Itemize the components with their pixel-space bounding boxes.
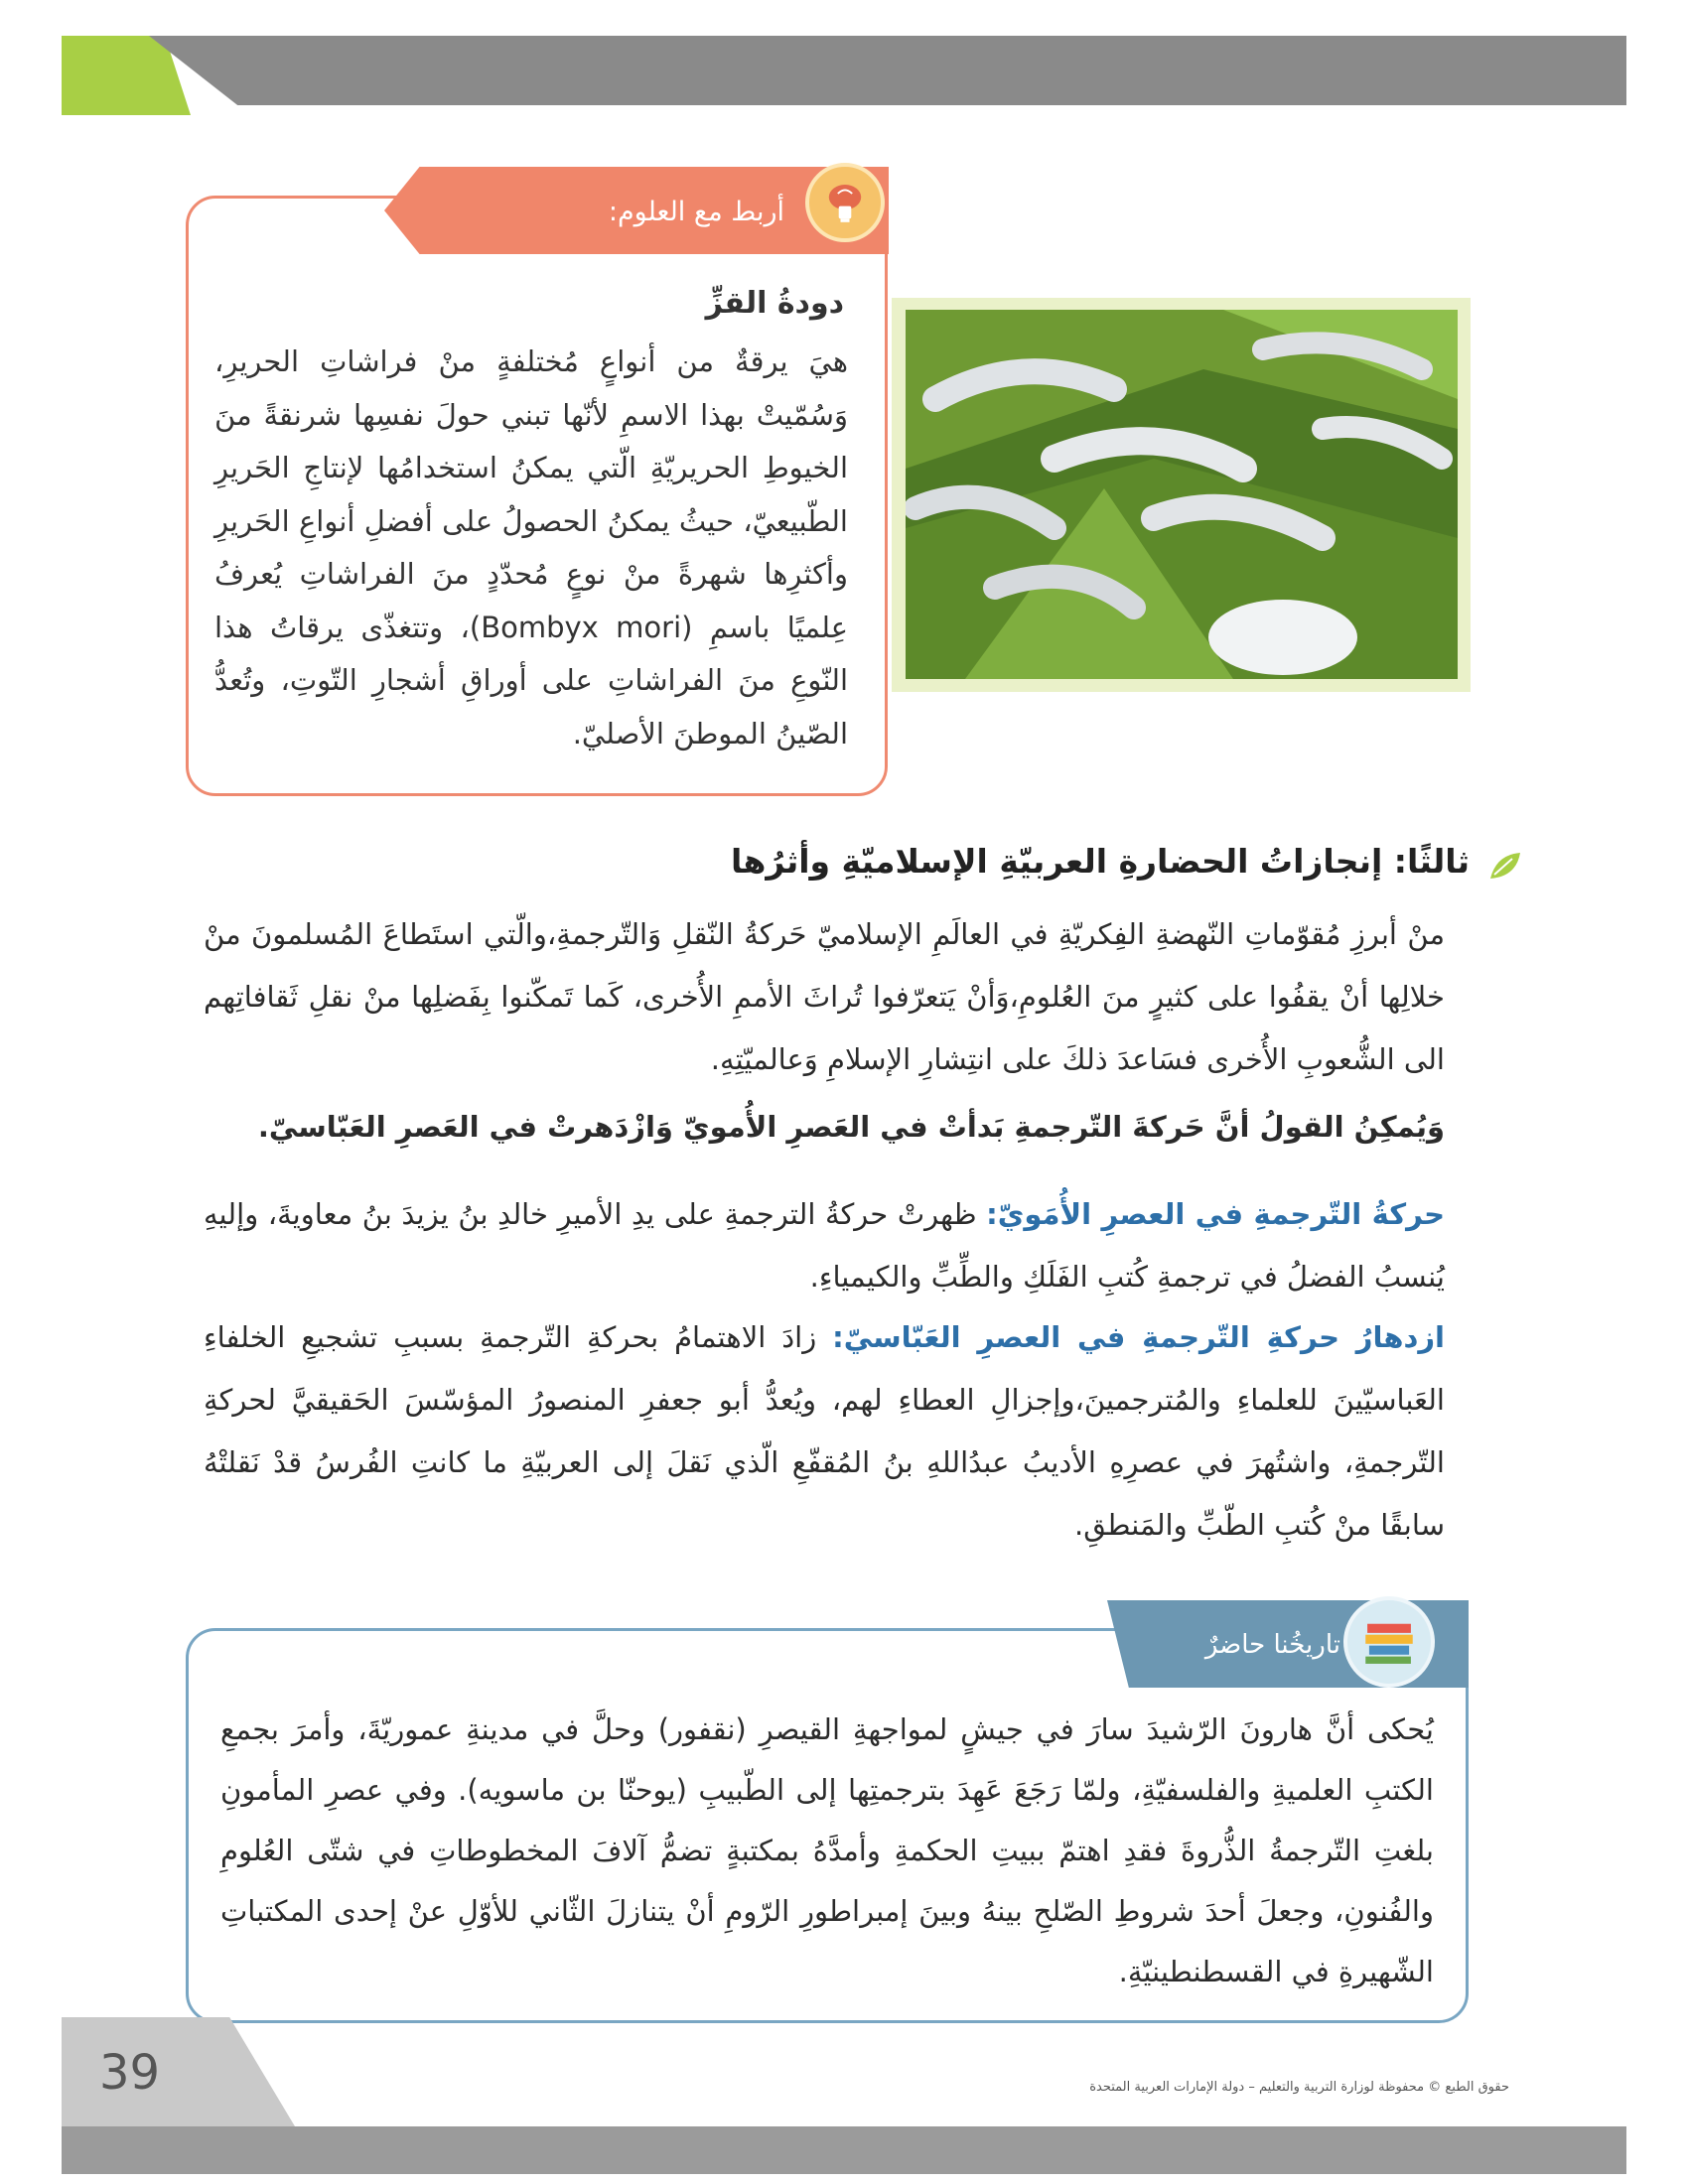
science-box-body: هيَ يرقةٌ من أنواعٍ مُختلفةٍ منْ فراشاتِ الحريرِ، وَسُمّيتْ بهذا الاسمِ لأنّها تبني حولَ نفسِها شرنقةً منَ الخيوطِ الحريريّةِ الّتي يمكنُ استخدامُها لإنتاجِ الحَريرِ الطّبيعيّ، حيثُ يمكنُ الحصولُ على أفضلِ أنواعِ الحَريرِ وأكثرِها شهرةً منْ نوعٍ مُحدّدٍ منَ الفراشاتِ يُعرفُ عِلميًا باسمِ (Bombyx mori)، وتتغذّى يرقاتُ هذا النّوعِ منَ الفراشاتِ على أوراقِ أشجارِ التّوتِ، وتُعدُّ الصّينُ الموطنَ الأصليّ. — [214, 344, 849, 751]
umayyad-lead: حركةُ التّرجمةِ في العصرِ الأُمَويّ: — [986, 1197, 1446, 1231]
history-box-body: يُحكى أنَّ هارونَ الرّشيدَ سارَ في جيشٍ لمواجهةِ القيصرِ (نقفور) وحلَّ في مدينةِ عموريّةَ، وأمرَ بجمعِ الكتبِ العلميةِ والفلسفيّةِ، ولمّا رَجَعَ عَهِدَ بترجمتِها إلى الطّبيبِ (يوحنّا بن ماسويه). وفي عصرِ المأمونِ بلغتِ التّرجمةُ الذُّروةَ فقدِ اهتمّ ببيتِ الحكمةِ وأمدَّهُ بمكتبةٍ تضمُّ آلافَ المخطوطاتِ في شتّى العُلومِ والفُنونِ، وجعلَ أحدَ شروطِ الصّلحِ بينهُ وبينَ إمبراطورِ الرّومِ أنْ يتنازلَ الثّاني للأوّلِ عنْ إحدى المكتباتِ الشّهيرةِ في القسطنطينيّةِ. — [220, 1712, 1434, 1988]
books-icon — [1343, 1596, 1435, 1688]
abbasid-text: زادَ الاهتمامُ بحركةِ التّرجمةِ بسببِ تشجيعِ الخلفاءِ العَباسيّينَ للعلماءِ والمُترجمينَ،وإجزالِ العطاءِ لهم، ويُعدُّ أبو جعفرِ المنصورُ المؤسّسَ الحَقيقيَّ لحركةِ التّرجمةِ، واشتُهرَ في عصرِهِ الأديبُ عبدُاللهِ بنُ المُقفّعِ الّذي نَقلَ إلى العربيّةِ ما كانتِ الفُرسُ قدْ نَقلتْهُ سابقًا منْ كُتبِ الطّبِّ والمَنطقِ. — [204, 1320, 1445, 1542]
abbasid-lead: ازدهارُ حركةِ التّرجمةِ في العصرِ العَبّاسيّ: — [832, 1320, 1445, 1354]
page-number: 39 — [99, 2045, 161, 2101]
copyright-text: حقوق الطبع © محفوظة لوزارة التربية والتعليم – دولة الإمارات العربية المتحدة — [1089, 2080, 1509, 2095]
leaf-bullet-icon — [1486, 849, 1524, 887]
section-heading: ثالثًا: إنجازاتُ الحضارةِ العربيّةِ الإسلاميّةِ وأثرُها — [731, 842, 1470, 881]
footer-bar — [62, 2126, 1626, 2174]
page-number-tab — [62, 2017, 295, 2126]
section-paragraph-1: منْ أبرزِ مُقوّماتِ النّهضةِ الفِكريّةِ في العالَمِ الإسلاميّ حَركةُ النّقلِ وَالتّرجمةِ،والّتي استَطاعَ المُسلمونَ منْ خلالِها أنْ يقفُوا على كثيرٍ منَ العُلومِ،وَأنْ يَتعرّفوا تُراثَ الأممِ الأُخرى، كَما تَمكّنوا بِفَضلِها منْ نقلِ ثَقافاتِهم الى الشُّعوبِ الأُخرى فسَاعدَ ذلكَ على انتِشارِ الإسلامِ وَعالميّتِهِ. — [204, 917, 1445, 1076]
abbasid-paragraph — [204, 1306, 1445, 1557]
science-box-title: دودةُ القزِّ — [705, 286, 844, 321]
silkworms-photo — [906, 310, 1458, 679]
history-box-tab-label: تاريخُنا حاضرٌ — [1204, 1630, 1340, 1660]
umayyad-paragraph — [204, 1183, 1445, 1308]
umayyad-text: ظهرتْ حركةُ الترجمةِ على يدِ الأميرِ خالدِ بنُ يزيدَ بنُ معاويةَ، وإليهِ يُنسبُ الفضلُ في ترجمةِ كُتبِ الفَلَكِ والطِّبِّ والكيمياءِ. — [204, 1197, 1445, 1294]
section-paragraph-2: وَيُمكِنُ القولُ أنَّ حَركةَ التّرجمةِ بَدأتْ في العَصرِ الأُمويّ وَازْدَهرتْ في العَصرِ العَبّاسيّ. — [257, 1110, 1445, 1144]
brain-lightbulb-icon — [805, 163, 885, 242]
science-box-tab-label: أربط مع العلوم: — [608, 197, 784, 227]
top-header-bar — [149, 36, 1626, 105]
